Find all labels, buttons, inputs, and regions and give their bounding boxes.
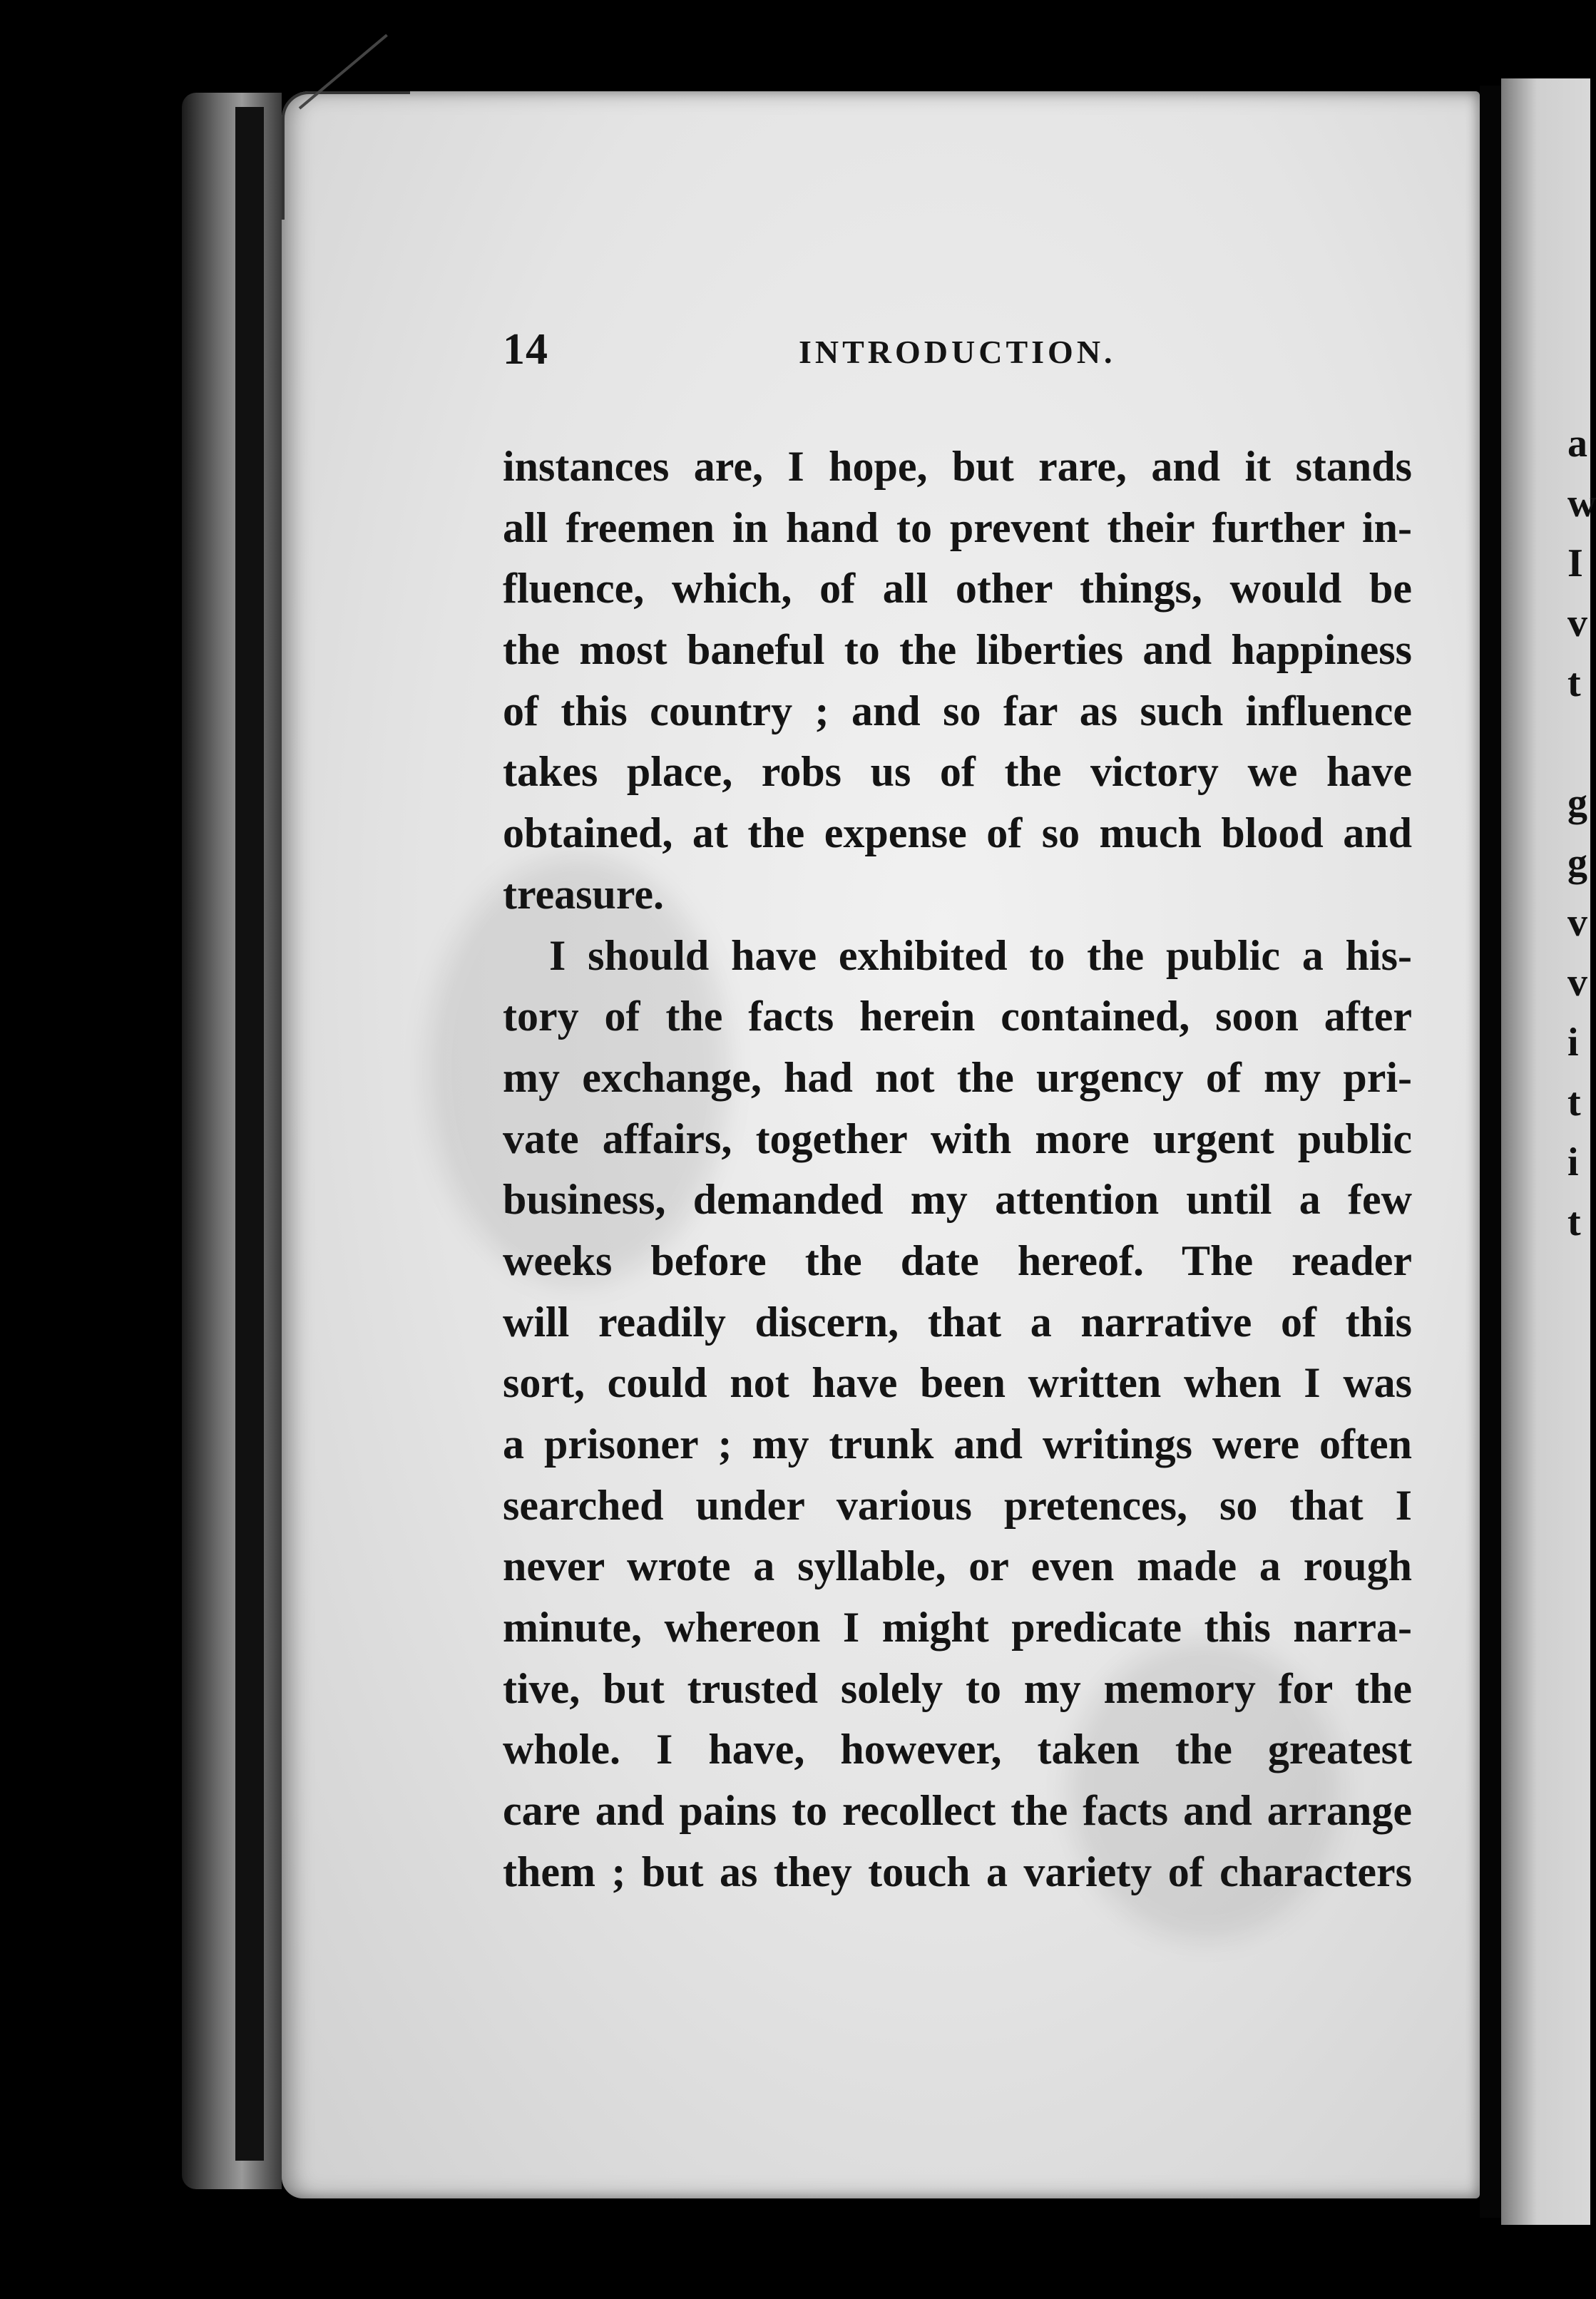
facing-page-fragment: i [1567,1020,1579,1065]
facing-page-fragment: g [1567,781,1587,825]
text-line: never wrote a syllable, or even made a rough [503,1542,1412,1590]
facing-page-fragment: I [1567,541,1583,585]
text-line: instances are, I hope, but rare, and it stands [503,443,1412,490]
facing-page-fragment: t [1567,1080,1581,1125]
text-line: obtained, at the expense of so much blood and [503,809,1412,857]
text-line: business, demanded my attention until a few [503,1176,1412,1224]
page-number: 14 [503,325,548,374]
text-line: tive, but trusted solely to my memory for the [503,1664,1412,1712]
text-line: minute, whereon I might predicate this narra- [503,1604,1412,1652]
text-line: will readily discern, that a narrative of this [503,1298,1412,1346]
page-header [503,324,1412,382]
running-head: INTRODUCTION. [799,334,1116,370]
text-line: care and pains to recollect the facts and arrange [503,1787,1412,1835]
facing-page-fragment: v [1567,961,1587,1005]
facing-page-text [1567,414,1596,1252]
facing-page-fragment: t [1567,661,1581,705]
page-corner-outline [282,91,410,220]
text-line: whole. I have, however, taken the greatest [503,1726,1412,1773]
body-text [503,436,1412,1903]
text-line: vate affairs, together with more urgent public [503,1115,1412,1162]
text-line: them ; but as they touch a variety of characters [503,1848,1412,1895]
text-line: takes place, robs us of the victory we have [503,748,1412,796]
text-line: I should have exhibited to the public a his- [549,931,1412,979]
book-binding-edge [182,93,282,2189]
text-line: a prisoner ; my trunk and writings were often [503,1420,1412,1468]
text-line: fluence, which, of all other things, would be [503,565,1412,613]
text-line: weeks before the date hereof. The reader [503,1236,1412,1284]
facing-page-fragment: w [1567,481,1596,526]
text-line: my exchange, had not the urgency of my pri- [503,1053,1412,1101]
facing-page-fragment: t [1567,1200,1581,1244]
page-gutter [1480,86,1501,2218]
text-line: tory of the facts herein contained, soon after [503,993,1412,1040]
text-line: the most baneful to the liberties and happiness [503,626,1412,674]
text-line: of this country ; and so far as such influence [503,687,1412,734]
facing-page-fragment: v [1567,901,1587,945]
facing-page-fragment: g [1567,841,1587,885]
text-line: all freemen in hand to prevent their further in- [503,503,1412,551]
facing-page-fragment [1567,713,1596,773]
facing-page-fragment: v [1567,601,1587,645]
text-line: searched under various pretences, so that I [503,1481,1412,1529]
binding-shadow [235,107,264,2161]
text-line: treasure. [503,870,665,918]
facing-page-fragment: i [1567,1140,1579,1184]
facing-page-fragment: a [1567,421,1587,466]
text-line: sort, could not have been written when I was [503,1359,1412,1407]
